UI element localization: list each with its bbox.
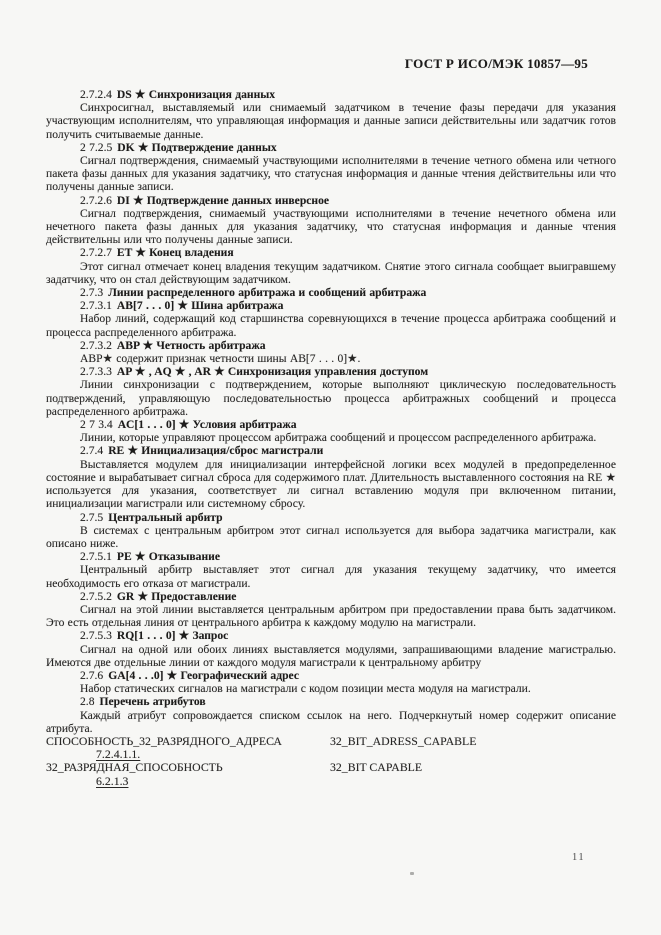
- section-title: AC[1 . . . 0] ★ Условия арбитража: [117, 418, 297, 432]
- section-2-7-5-2: [46, 590, 616, 630]
- section-title: Линии распределенного арбитража и сообщений арбитража: [108, 286, 427, 300]
- section-number: 2.7.2.4: [80, 88, 112, 101]
- section-heading: [46, 365, 616, 378]
- section-heading: [46, 141, 616, 154]
- section-heading: [46, 299, 616, 312]
- section-heading: [46, 669, 616, 682]
- section-2-7-3-3: [46, 365, 616, 418]
- section-paragraph: В системах с центральным арбитром этот сигнал используется для выбора задатчика магистрали, как описано ниже.: [46, 523, 616, 550]
- section-number: 2.7.2.7: [80, 246, 112, 260]
- section-2-7-2-7: [46, 246, 616, 286]
- section-paragraph: Набор статических сигналов на магистрали с кодом позиции места модуля на магистрали.: [80, 682, 531, 696]
- section-title: RE ★ Инициализация/сброс магистрали: [108, 444, 324, 458]
- section-2-7-3-4: [46, 418, 616, 444]
- section-title: DS ★ Синхронизация данных: [116, 88, 276, 101]
- section-title: ABP ★ Четность арбитража: [116, 338, 266, 352]
- section-title: DK ★ Подтверждение данных: [117, 140, 277, 154]
- section-2-7-5: [46, 511, 616, 551]
- section-2-7-6: [46, 669, 616, 695]
- section-paragraph: Сигнал подтверждения, снимаемый участвующими исполнителями в течение четного обмена или четного пакета фазы данных для указания задатчику, что статусная информация и данные чтения действительны или что получены данные записи.: [46, 154, 616, 194]
- section-number: 2 7 3.4: [80, 418, 113, 432]
- section-2-7-3-2: [46, 339, 616, 365]
- section-heading: [46, 339, 616, 352]
- section-paragraph: ABP★ содержит признак четности шины AB[7 . . . 0]★.: [80, 352, 361, 366]
- attribute-translation: 32_BIT CAPABLE: [330, 760, 423, 775]
- section-number: 2.7.6: [80, 668, 104, 682]
- section-title: GA[4 . . .0] ★ Географический адрес: [108, 668, 299, 682]
- section-2-7-2-4: [46, 88, 616, 141]
- section-number: 2.7.4: [80, 444, 104, 458]
- section-number: 2.7.5.1: [80, 550, 112, 564]
- section-number: 2.7.5: [80, 510, 104, 524]
- section-paragraph: Этот сигнал отмечает конец владения текущим задатчиком. Снятие этого сигнала сообщает выигравшему задатчику, что он стал действующим задатчиком.: [46, 259, 616, 286]
- page-number: 11: [572, 852, 586, 863]
- section-heading: [46, 88, 616, 101]
- section-heading: [46, 629, 616, 642]
- section-paragraph: Линии синхронизации с подтверждением, которые выполняют циклическую последовательность подтверждений, управляющую последовательностью процесса арбитражных сообщений и процесса распределенного арбитража.: [46, 378, 616, 418]
- section-2-7-2-5: [46, 141, 616, 194]
- attributes-list: [46, 735, 616, 788]
- attribute-reference: 6.2.1.3: [96, 773, 129, 788]
- section-2-7-4: [46, 444, 616, 510]
- page-content: [46, 56, 616, 788]
- section-title: AB[7 . . . 0] ★ Шина арбитража: [116, 299, 284, 313]
- attribute-entry: [46, 735, 616, 761]
- section-paragraph: Каждый атрибут сопровождается списком ссылок на него. Подчеркнутый номер содержит описание атрибута.: [46, 708, 616, 735]
- section-heading: [46, 286, 616, 299]
- section-number: 2.7.5.2: [80, 589, 112, 603]
- standard-number-header: ГОСТ Р ИСО/МЭК 10857—95: [404, 56, 588, 71]
- section-number: 2.7.3.2: [80, 338, 112, 352]
- section-number: 2.7.3.3: [80, 365, 112, 379]
- attribute-line: [46, 761, 616, 774]
- section-2-7-3-1: [46, 299, 616, 339]
- section-number: 2.7.5.3: [80, 629, 112, 643]
- section-heading: [46, 511, 616, 524]
- section-2-7-3: [46, 286, 616, 299]
- section-2-7-5-1: [46, 550, 616, 590]
- section-title: DI ★ Подтверждение данных инверсное: [116, 193, 330, 207]
- section-paragraph: Линии, которые управляют процессом арбитража сообщений и процессом распределенного арбитража.: [80, 431, 597, 445]
- section-2-7-2-6: [46, 194, 616, 247]
- section-paragraph: Сигнал на одной или обоих линиях выставляется модулями, запрашивающими владение магистралью. Имеются две отдельные линии от каждого модуля магистрали к центральному арбитру: [46, 642, 616, 669]
- section-title: Центральный арбитр: [108, 510, 223, 524]
- section-number: 2.7.3: [80, 286, 104, 300]
- section-paragraph: Сигнал подтверждения, снимаемый участвующими исполнителями в течение нечетного обмена или нечетного пакета фазы данных для указания задатчику, что статусная информация и данные чтения действительны или что получены данные записи.: [46, 206, 616, 247]
- section-heading: [46, 194, 616, 207]
- section-heading: [46, 444, 616, 457]
- section-2-7-5-3: [46, 629, 616, 669]
- section-title: AP ★ , AQ ★ , AR ★ Синхронизация управления доступом: [116, 365, 429, 379]
- section-heading: [46, 550, 616, 563]
- section-paragraph: Набор линий, содержащий код старшинства соревнующихся в течение процесса арбитража сообщений и процесса распределенного арбитража.: [46, 312, 616, 339]
- section-heading: [46, 695, 616, 708]
- attribute-name: 32_РАЗРЯДНАЯ_СПОСОБНОСТЬ: [46, 760, 223, 775]
- attribute-reference: 7.2.4.1.1.: [96, 747, 141, 762]
- section-2-8: [46, 695, 616, 735]
- section-heading: [46, 418, 616, 431]
- section-number: 2 7.2.5: [80, 140, 113, 154]
- section-number: 2.7.2.6: [80, 193, 112, 207]
- section-paragraph: Синхросигнал, выставляемый или снимаемый задатчиком в течение фазы передачи для указания участвующим исполнителям, что управляющая информация и данные записи действительны или задатчик готов получить считываемые данные.: [46, 101, 616, 141]
- section-title: GR ★ Предоставление: [116, 589, 237, 603]
- section-title: PE ★ Отказывание: [116, 550, 220, 564]
- section-number: 2.8: [80, 695, 95, 709]
- section-title: RQ[1 . . . 0] ★ Запрос: [116, 629, 229, 643]
- section-paragraph: Центральный арбитр выставляет этот сигнал для указания текущему задатчику, что имеется необходимость его отказа от магистрали.: [46, 563, 616, 590]
- section-heading: [46, 246, 616, 259]
- section-number: 2.7.3.1: [80, 299, 112, 313]
- scan-speck: [410, 872, 414, 875]
- section-title: ET ★ Конец владения: [116, 246, 234, 260]
- attribute-name: СПОСОБНОСТЬ_32_РАЗРЯДНОГО_АДРЕСА: [46, 733, 282, 748]
- attribute-translation: 32_BIT_ADRESS_CAPABLE: [330, 733, 477, 748]
- section-title: Перечень атрибутов: [99, 695, 206, 709]
- section-paragraph: Сигнал на этой линии выставляется центральным арбитром при предоставлении права быть задатчиком. Это есть отдельная линия от центрального арбитра к каждому модулю на магистрали.: [46, 602, 616, 630]
- section-heading: [46, 590, 616, 603]
- attribute-entry: [46, 761, 616, 787]
- section-paragraph: Выставляется модулем для инициализации интерфейсной логики всех модулей в предопределенное состояние и вырабатывает сигнал сброса для содержимого плат. Длительность выставленного состояния на RE ★ используется для указания, соответствует ли сигнал вставлению модуля при включенном питании, инициализации магистрали или системному сбросу.: [46, 457, 616, 511]
